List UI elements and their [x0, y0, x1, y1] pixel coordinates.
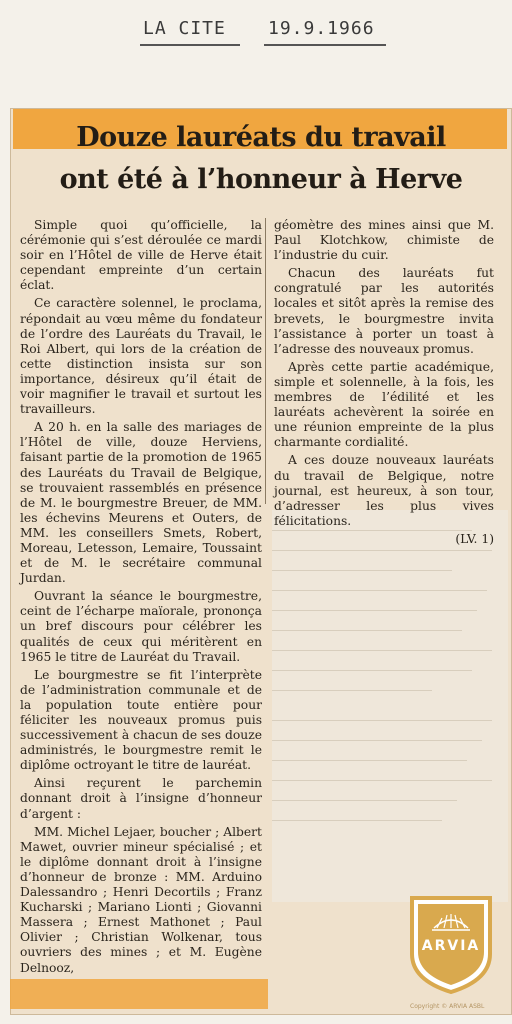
article-right-column — [274, 218, 494, 550]
publication-date: 19.9.1966 — [268, 18, 375, 39]
paragraph: Ce caractère solennel, le proclama, répondait au vœu même du fondateur de l’ordre des Lauréats du Travail, le Roi Albert, qui lors de la création de cette distinction insista sur son importance, désireux qu’il était de voir magnifier le travail et surtout les travailleurs. — [20, 296, 262, 417]
article-headline — [21, 117, 501, 201]
arvia-logo — [406, 894, 496, 994]
paragraph: Le bourgmestre se fit l’interprète de l’administration communale et de la population toute entière pour féliciter les nouveaux promus puis successivement à chacun de ses douze administrés, le bourgmestre remit le diplôme octroyant le titre de lauréat. — [20, 667, 262, 773]
copyright-notice: Copyright © ARVIA ASBL — [410, 1003, 485, 1010]
paragraph: Chacun des lauréats fut congratulé par les autorités locales et sitôt après la remise des brevets, le bourgmestre invita l’assistance à porter un toast à l’adresse des nouveaux promus. — [274, 266, 494, 356]
paragraph: Simple quoi qu’officielle, la cérémonie qui s’est déroulée ce mardi soir en l’Hôtel de ville de Herve était cependant empreinte d’un certain éclat. — [20, 218, 262, 293]
date-underline — [264, 44, 386, 46]
paragraph: A 20 h. en la salle des mariages de l’Hôtel de ville, douze Herviens, faisant partie de la promotion de 1965 des Lauréats du Travail de Belgique, se trouvaient rassemblés en présence de M. le bourgmestre Breuer, de MM. les échevins Meurens et Outers, de MM. les conseillers Smets, Robert, Moreau, Letesson, Lemaire, Toussaint et de M. le secrétaire communal Jurdan. — [20, 420, 262, 586]
column-divider — [265, 218, 266, 504]
source-underline — [140, 44, 240, 46]
adjacent-article-bleed — [272, 510, 508, 902]
article-left-column — [20, 218, 262, 979]
archive-stamp — [0, 12, 512, 46]
headline-line-1: Douze lauréats du travail — [76, 122, 446, 153]
newspaper-name: LA CITE — [143, 18, 226, 39]
headline-line-2: ont été à l’honneur à Herve — [59, 164, 463, 195]
paragraph: géomètre des mines ainsi que M. Paul Klotchkow, chimiste de l’industrie du cuir. — [274, 218, 494, 263]
paragraph: Après cette partie académique, simple et solennelle, à la fois, les membres de l’édilité et les lauréats achevèrent la soirée en une réunion empreinte de la plus charmante cordialité. — [274, 359, 494, 450]
footer-highlight — [10, 979, 268, 1009]
logo-text: ARVIA — [421, 938, 481, 954]
author-signature: (LV. 1) — [455, 531, 494, 546]
paragraph: Ouvrant la séance le bourgmestre, ceint de l’écharpe maïorale, prononça un bref discours pour célébrer les qualités de ceux qui méritèrent en 1965 le titre de Lauréat du Travail. — [20, 589, 262, 664]
paragraph: A ces douze nouveaux lauréats du travail de Belgique, notre journal, est heureux, à son tour, d’adresser les plus vives félicitations. — [274, 453, 494, 528]
paragraph: Ainsi reçurent le parchemin donnant droit à l’insigne d’honneur d’argent : — [20, 776, 262, 821]
paragraph: MM. Michel Lejaer, boucher ; Albert Mawet, ouvrier mineur spécialisé ; et le diplôme donnant droit à l’insigne d’honneur de bronze : MM. Arduino Dalessandro ; Henri Decortils ; Franz Kucharski ; Mariano Lionti ; Giovanni Massera ; Ernest Mathonet ; Paul Olivier ; Christian Wolkenar, tous ouvriers des mines ; et M. Eugène Delnooz, — [20, 824, 262, 975]
